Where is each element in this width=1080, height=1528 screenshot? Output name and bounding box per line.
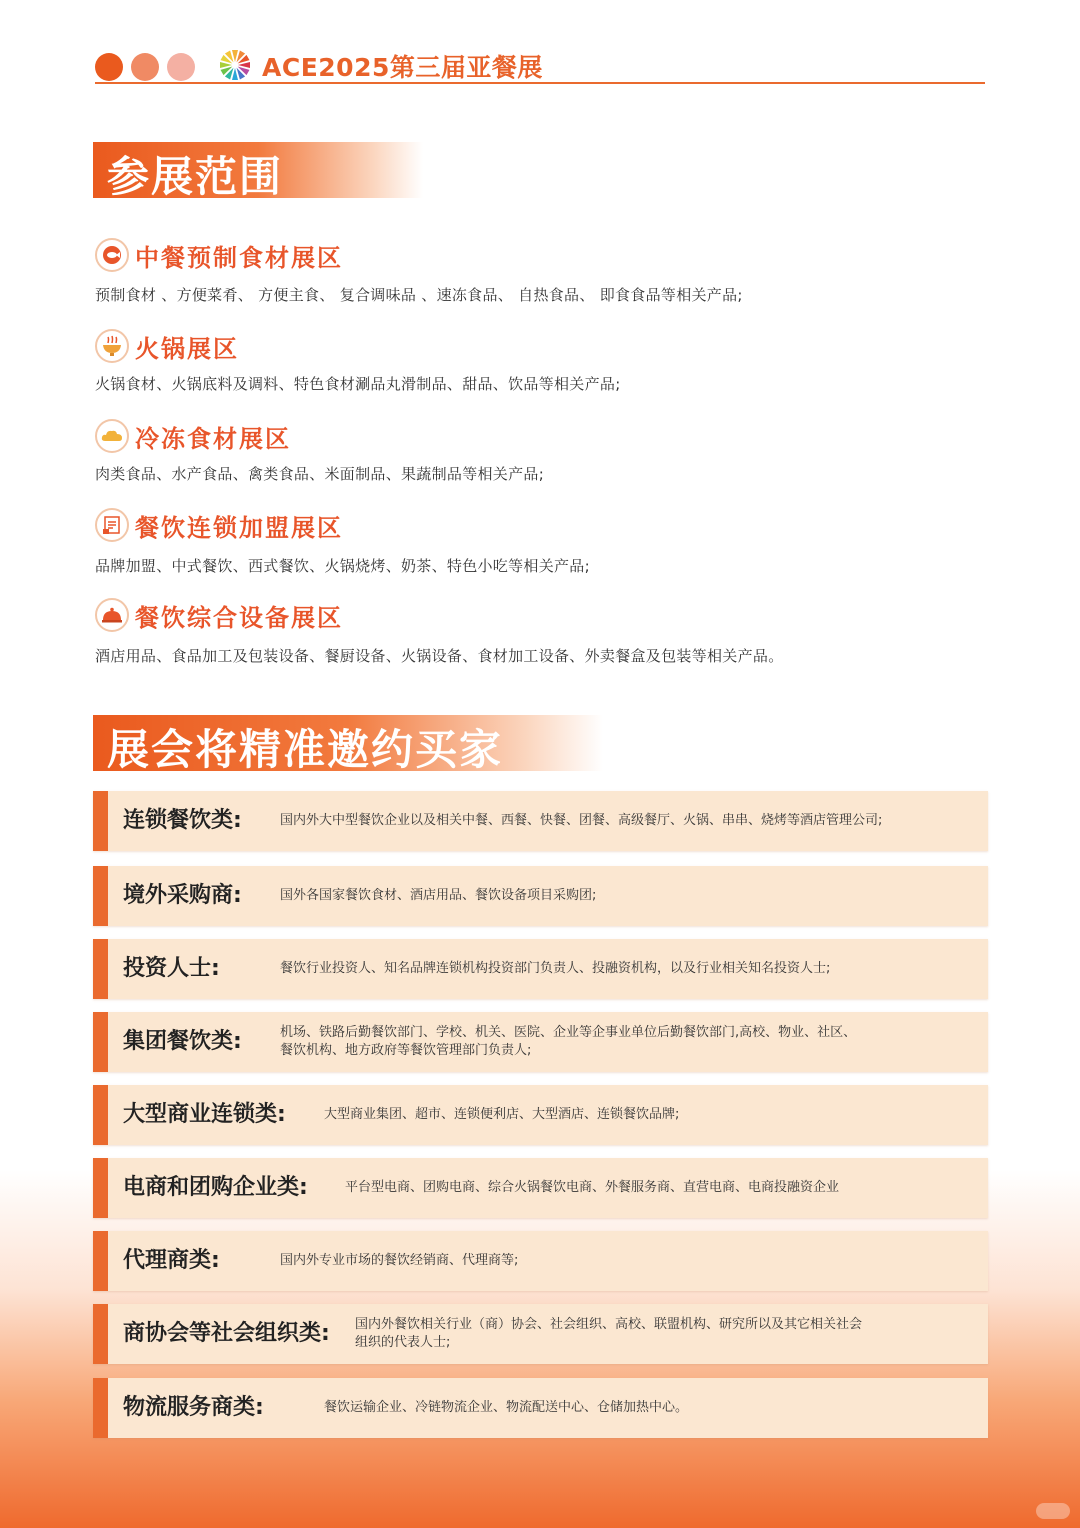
buyer-category: 物流服务商类: xyxy=(123,1395,264,1420)
buyer-row xyxy=(93,1158,988,1218)
buyer-description: 平台型电商、团购电商、综合火锅餐饮电商、外餐服务商、直营电商、电商投融资企业 xyxy=(345,1180,840,1195)
buyer-row xyxy=(93,1231,988,1291)
buyer-description: 国内外餐饮相关行业（商）协会、社会组织、高校、联盟机构、研究所以及其它相关社会 组织的代表人士; xyxy=(355,1317,863,1350)
zone-heading xyxy=(95,507,343,543)
buyer-row xyxy=(93,1012,988,1072)
row-accent-bar xyxy=(93,791,108,851)
row-accent-bar xyxy=(93,1304,108,1364)
row-accent-bar xyxy=(93,1378,108,1438)
buyer-category: 代理商类: xyxy=(123,1248,220,1273)
buyer-category: 境外采购商: xyxy=(123,883,242,908)
buyers-title: 展会将精准邀约买家 xyxy=(107,725,504,774)
buyer-row xyxy=(93,866,988,926)
fish-plate-icon xyxy=(95,238,129,272)
buyer-description: 大型商业集团、超市、连锁便利店、大型酒店、连锁餐饮品牌; xyxy=(324,1107,680,1122)
buyer-category: 大型商业连锁类: xyxy=(123,1102,286,1127)
zone-description: 品牌加盟、中式餐饮、西式餐饮、火锅烧烤、奶茶、特色小吃等相关产品; xyxy=(95,557,590,575)
franchise-document-icon xyxy=(95,508,129,542)
zone-heading xyxy=(95,237,343,273)
cloud-icon xyxy=(95,419,129,453)
zone-title: 餐饮综合设备展区 xyxy=(135,603,343,632)
buyer-category: 连锁餐饮类: xyxy=(123,808,242,833)
row-accent-bar xyxy=(93,1231,108,1291)
buyer-row xyxy=(93,791,988,851)
zone-heading xyxy=(95,597,343,633)
buyer-row xyxy=(93,939,988,999)
scope-title: 参展范围 xyxy=(107,152,284,201)
zone-description: 预制食材 、方便菜肴、 方便主食、 复合调味品 、速冻食品、 自热食品、 即食食品等相关产品; xyxy=(95,286,743,304)
scope-banner xyxy=(93,142,423,201)
row-accent-bar xyxy=(93,1158,108,1218)
ace-logo-icon xyxy=(219,49,251,81)
buyer-description: 机场、铁路后勤餐饮部门、学校、机关、医院、企业等企事业单位后勤餐饮部门,高校、物业、社区、 餐饮机构、地方政府等餐饮管理部门负责人; xyxy=(280,1025,857,1058)
buyer-category: 投资人士: xyxy=(123,956,220,981)
buyer-category: 电商和团购企业类: xyxy=(123,1175,308,1200)
cloche-icon xyxy=(95,598,129,632)
zone-title: 冷冻食材展区 xyxy=(135,424,291,453)
header-dot-1 xyxy=(95,53,123,81)
header-divider xyxy=(95,82,985,84)
zone-title: 餐饮连锁加盟展区 xyxy=(135,513,343,542)
header-title: ACE2025第三届亚餐展 xyxy=(262,53,543,82)
buyer-row xyxy=(93,1378,988,1438)
zone-description: 肉类食品、水产食品、禽类食品、米面制品、果蔬制品等相关产品; xyxy=(95,465,545,483)
zone-title: 火锅展区 xyxy=(135,334,239,363)
zone-description: 酒店用品、食品加工及包装设备、餐厨设备、火锅设备、食材加工设备、外卖餐盒及包装等相关产品。 xyxy=(95,647,784,665)
row-accent-bar xyxy=(93,939,108,999)
zone-heading xyxy=(95,328,239,364)
buyer-category: 集团餐饮类: xyxy=(123,1029,242,1054)
header-dot-3 xyxy=(167,53,195,81)
zone-heading xyxy=(95,418,291,454)
buyer-row xyxy=(93,1304,988,1364)
row-accent-bar xyxy=(93,1012,108,1072)
buyers-banner xyxy=(93,715,603,774)
buyer-description: 国内外专业市场的餐饮经销商、代理商等; xyxy=(280,1253,519,1268)
buyer-description: 餐饮行业投资人、知名品牌连锁机构投资部门负责人、投融资机构，以及行业相关知名投资人士; xyxy=(280,961,831,976)
row-accent-bar xyxy=(93,1085,108,1145)
buyer-description: 国外各国家餐饮食材、酒店用品、餐饮设备项目采购团; xyxy=(280,888,597,903)
header-dot-2 xyxy=(131,53,159,81)
zone-title: 中餐预制食材展区 xyxy=(135,243,343,272)
buyer-category: 商协会等社会组织类: xyxy=(123,1321,330,1346)
hotpot-icon xyxy=(95,329,129,363)
buyer-description: 国内外大中型餐饮企业以及相关中餐、西餐、快餐、团餐、高级餐厅、火锅、串串、烧烤等酒店管理公司; xyxy=(280,813,883,828)
buyer-row xyxy=(93,1085,988,1145)
zone-description: 火锅食材、火锅底料及调料、特色食材涮品丸滑制品、甜品、饮品等相关产品; xyxy=(95,375,621,393)
row-accent-bar xyxy=(93,866,108,926)
watermark xyxy=(1036,1503,1070,1519)
buyer-description: 餐饮运输企业、冷链物流企业、物流配送中心、仓储加热中心。 xyxy=(324,1400,689,1415)
